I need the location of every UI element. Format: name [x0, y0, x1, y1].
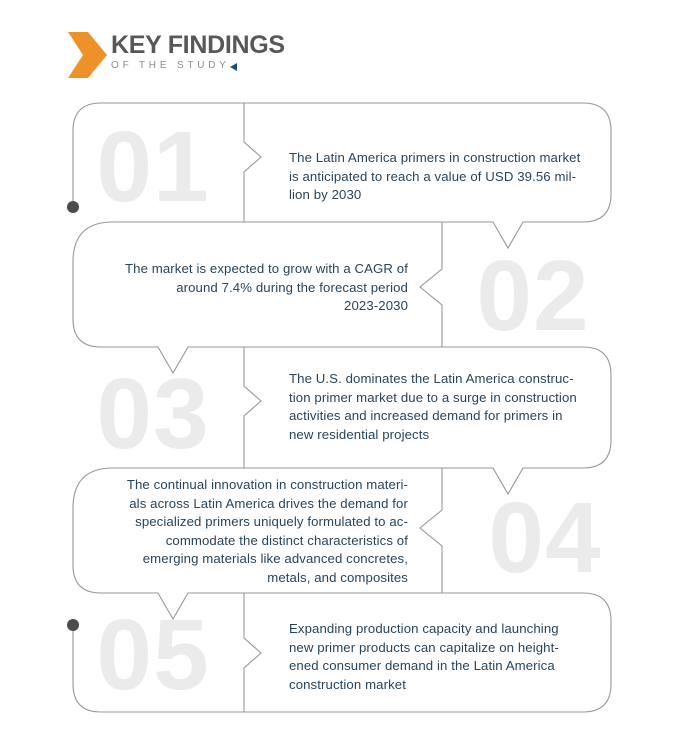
text-line: lion by 2030: [289, 187, 362, 202]
text-line: activities and increased demand for primers in: [289, 408, 563, 423]
bubble-number-02: 02: [476, 240, 590, 352]
text-line: tion primer market due to a surge in construction: [289, 389, 577, 405]
finding-text-1: [289, 149, 580, 205]
page-subtitle: OF THE STUDY: [111, 60, 230, 71]
finding-text-3: [289, 370, 577, 444]
connector-dot-bottom: [67, 619, 79, 631]
bubble-number-05: 05: [96, 599, 210, 711]
divider-notch-2: [420, 222, 442, 347]
divider-notch-4: [420, 468, 442, 593]
divider-notch-5: [244, 593, 261, 712]
finding-text-2: [125, 260, 408, 316]
connector-dot-top: [67, 201, 79, 213]
bubble-number-01: 01: [96, 111, 210, 223]
text-line: new primer products can capitalize on height-: [289, 639, 559, 655]
divider-notch-1: [244, 103, 261, 222]
text-line: 2023-2030: [344, 298, 408, 313]
bubble-number-03: 03: [96, 358, 210, 470]
text-line: Expanding production capacity and launching: [289, 621, 559, 636]
text-line: construction market: [289, 676, 406, 692]
finding-text-5: [289, 620, 559, 694]
text-line: is anticipated to reach a value of USD 39.56 mil-: [289, 168, 577, 184]
text-line: commodate the distinct characteristics of: [165, 532, 408, 548]
divider-notch-3: [244, 347, 261, 468]
text-line: new residential projects: [289, 426, 430, 442]
text-line: around 7.4% during the forecast period: [176, 279, 408, 295]
text-line: als across Latin America drives the demand for: [129, 495, 408, 511]
text-line: The continual innovation in construction materi-: [126, 477, 408, 492]
text-line: The Latin America primers in construction market: [289, 150, 581, 165]
text-line: metals, and composites: [267, 569, 408, 585]
text-line: The U.S. dominates the Latin America construc-: [289, 371, 574, 386]
text-line: emerging materials like advanced concretes,: [142, 551, 408, 566]
text-line: specialized primers uniquely formulated to ac-: [135, 514, 408, 529]
page-title: KEY FINDINGS: [111, 31, 285, 59]
text-line: The market is expected to grow with a CAGR of: [124, 261, 408, 276]
finding-text-4: [127, 476, 408, 587]
text-line: ened consumer demand in the Latin America: [289, 658, 555, 673]
bubble-number-04: 04: [488, 482, 602, 594]
